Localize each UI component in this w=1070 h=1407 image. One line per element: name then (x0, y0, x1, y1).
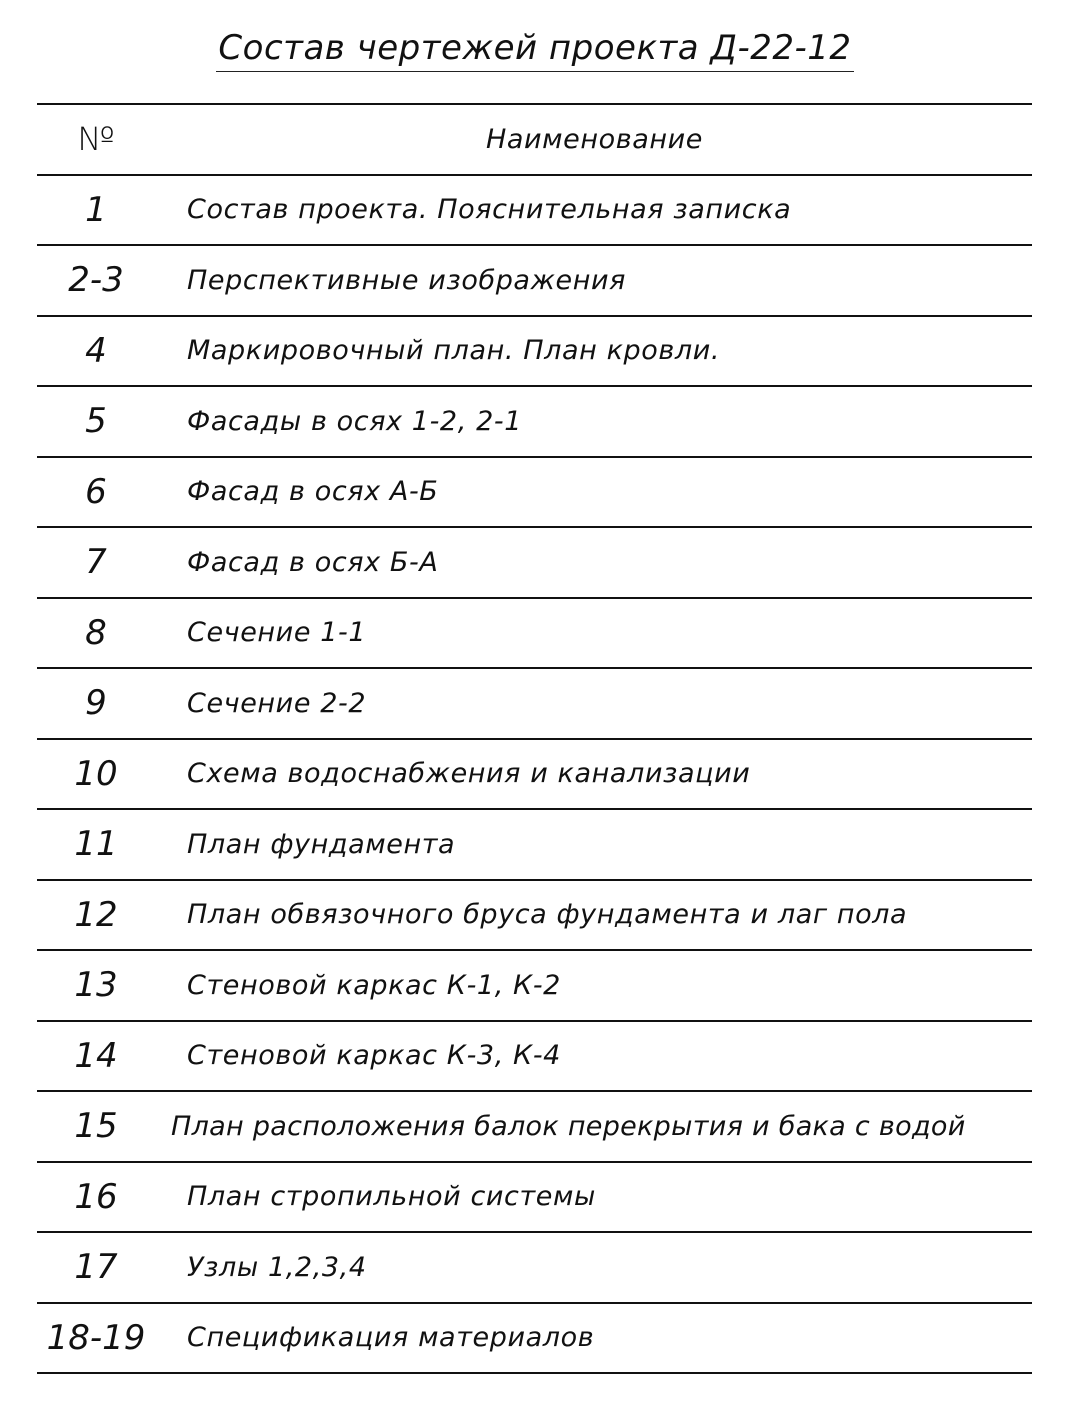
table-row (37, 810, 1032, 881)
row-num: 4 (85, 330, 107, 371)
row-name: Фасад в осях Б-А (187, 546, 439, 578)
row-name: Стеновой каркас К-3, К-4 (187, 1040, 561, 1072)
drawings-table (37, 103, 1032, 1374)
table-row (37, 246, 1032, 317)
row-num: 10 (74, 753, 118, 794)
table-row (37, 1304, 1032, 1375)
table-row (37, 1233, 1032, 1304)
row-num: 16 (74, 1176, 118, 1217)
row-num: 6 (85, 471, 107, 512)
row-num: 5 (85, 401, 107, 442)
table-row (37, 458, 1032, 529)
row-num: 1 (85, 189, 107, 230)
header-num: № (77, 120, 115, 159)
row-name: Фасады в осях 1-2, 2-1 (187, 405, 522, 437)
row-num: 2-3 (68, 260, 124, 301)
row-num: 8 (85, 612, 107, 653)
row-num: 9 (85, 683, 107, 724)
table-row (37, 740, 1032, 811)
row-name: Состав проекта. Пояснительная записка (187, 194, 792, 226)
page-title: Состав чертежей проекта Д-22-12 (0, 28, 1070, 68)
table-row (37, 1092, 1032, 1163)
row-name: Спецификация материалов (187, 1322, 595, 1354)
row-name: План фундамента (187, 828, 456, 860)
row-name: План обвязочного бруса фундамента и лаг пола (187, 899, 908, 931)
table-row (37, 599, 1032, 670)
row-name: Стеновой каркас К-1, К-2 (187, 969, 561, 1001)
row-num: 17 (74, 1247, 118, 1288)
table-row (37, 669, 1032, 740)
row-num: 12 (74, 894, 118, 935)
row-name: Сечение 2-2 (187, 687, 367, 719)
row-num: 15 (74, 1106, 118, 1147)
row-num: 7 (85, 542, 107, 583)
table-header (37, 105, 1032, 176)
table-row (37, 951, 1032, 1022)
header-name: Наименование (485, 123, 704, 155)
row-name: План расположения балок перекрытия и бака с водой (171, 1110, 966, 1142)
table-row (37, 1022, 1032, 1093)
table-row (37, 1163, 1032, 1234)
row-name: Фасад в осях А-Б (187, 476, 439, 508)
row-num: 18-19 (46, 1317, 146, 1358)
table-row (37, 881, 1032, 952)
row-name: Перспективные изображения (187, 264, 626, 296)
row-num: 11 (74, 824, 118, 865)
table-row (37, 528, 1032, 599)
table-row (37, 387, 1032, 458)
row-num: 13 (74, 965, 118, 1006)
row-name: Схема водоснабжения и канализации (187, 758, 751, 790)
table-row (37, 317, 1032, 388)
row-name: Сечение 1-1 (187, 617, 367, 649)
row-name: План стропильной системы (187, 1181, 596, 1213)
row-name: Узлы 1,2,3,4 (187, 1251, 367, 1283)
row-name: Маркировочный план. План кровли. (187, 335, 721, 367)
row-num: 14 (74, 1035, 118, 1076)
table-row (37, 176, 1032, 247)
